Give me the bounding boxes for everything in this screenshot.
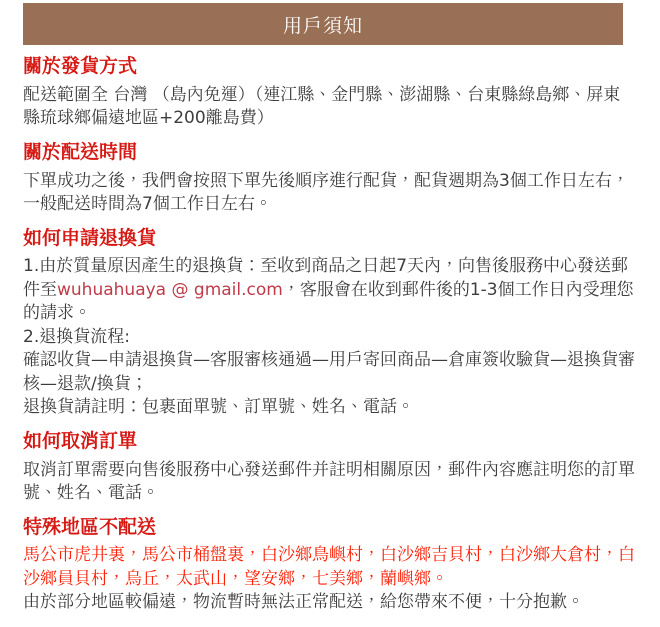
returns-line-quality-text: 1.由於質量原因產生的退換貨：至收到商品之日起7天內，向售後服務中心發送郵件至	[23, 256, 629, 300]
returns-line-quality	[23, 255, 636, 326]
section-heading-delivery-time: 關於配送時間	[23, 140, 138, 163]
returns-line-quality-tail: ，客服會在收到郵件後的1-3個工作日內受理您的請求。	[23, 279, 634, 324]
returns-line-process-steps: 確認收貨—申請退換貨—客服審核通過—用戶寄回商品—倉庫簽收驗貨—退換貨審核—退款/換貨；	[23, 350, 635, 394]
page-title-bar	[23, 3, 623, 45]
support-email-link[interactable]: wuhuahuaya @ gmail.com	[57, 279, 283, 300]
section-body-delivery-time: 下單成功之後，我們會按照下單先後順序進行配貨，配貨週期為3個工作日左右，一般配送時間為7個工作日左右。	[23, 170, 629, 215]
section-body-cancel-order: 取消訂單需要向售後服務中心發送郵件并註明相關原因，郵件內容應註明您的訂單號、姓名、電話。	[23, 459, 635, 504]
section-heading-cancel-order: 如何取消訂單	[23, 429, 138, 452]
page-title: 用戶須知	[282, 14, 363, 37]
returns-line-process-label: 2.退換貨流程:	[23, 326, 130, 347]
section-heading-returns: 如何申請退換貨	[23, 226, 157, 249]
no-delivery-areas-list: 馬公市虎井裏，馬公市桶盤裏，白沙鄉鳥嶼村，白沙鄉吉貝村，白沙鄉大倉村，白沙鄉員貝村，烏丘，太武山，望安鄉，七美鄉，蘭嶼鄉。	[23, 545, 635, 589]
section-body-shipping: 配送範圍全 台灣 （島內免運）（連江縣、金門縣、澎湖縣、台東縣綠島鄉、屏東縣琉球鄉偏遠地區+200離島費）	[23, 84, 621, 129]
section-heading-shipping: 關於發貨方式	[23, 55, 138, 77]
section-heading-no-delivery: 特殊地區不配送	[23, 515, 157, 538]
no-delivery-apology: 由於部分地區較偏遠，物流暫時無法正常配送，給您帶來不便，十分抱歉。	[23, 592, 584, 613]
returns-line-note: 退換貨請註明：包裹面單號、訂單號、姓名、電話。	[23, 397, 414, 418]
